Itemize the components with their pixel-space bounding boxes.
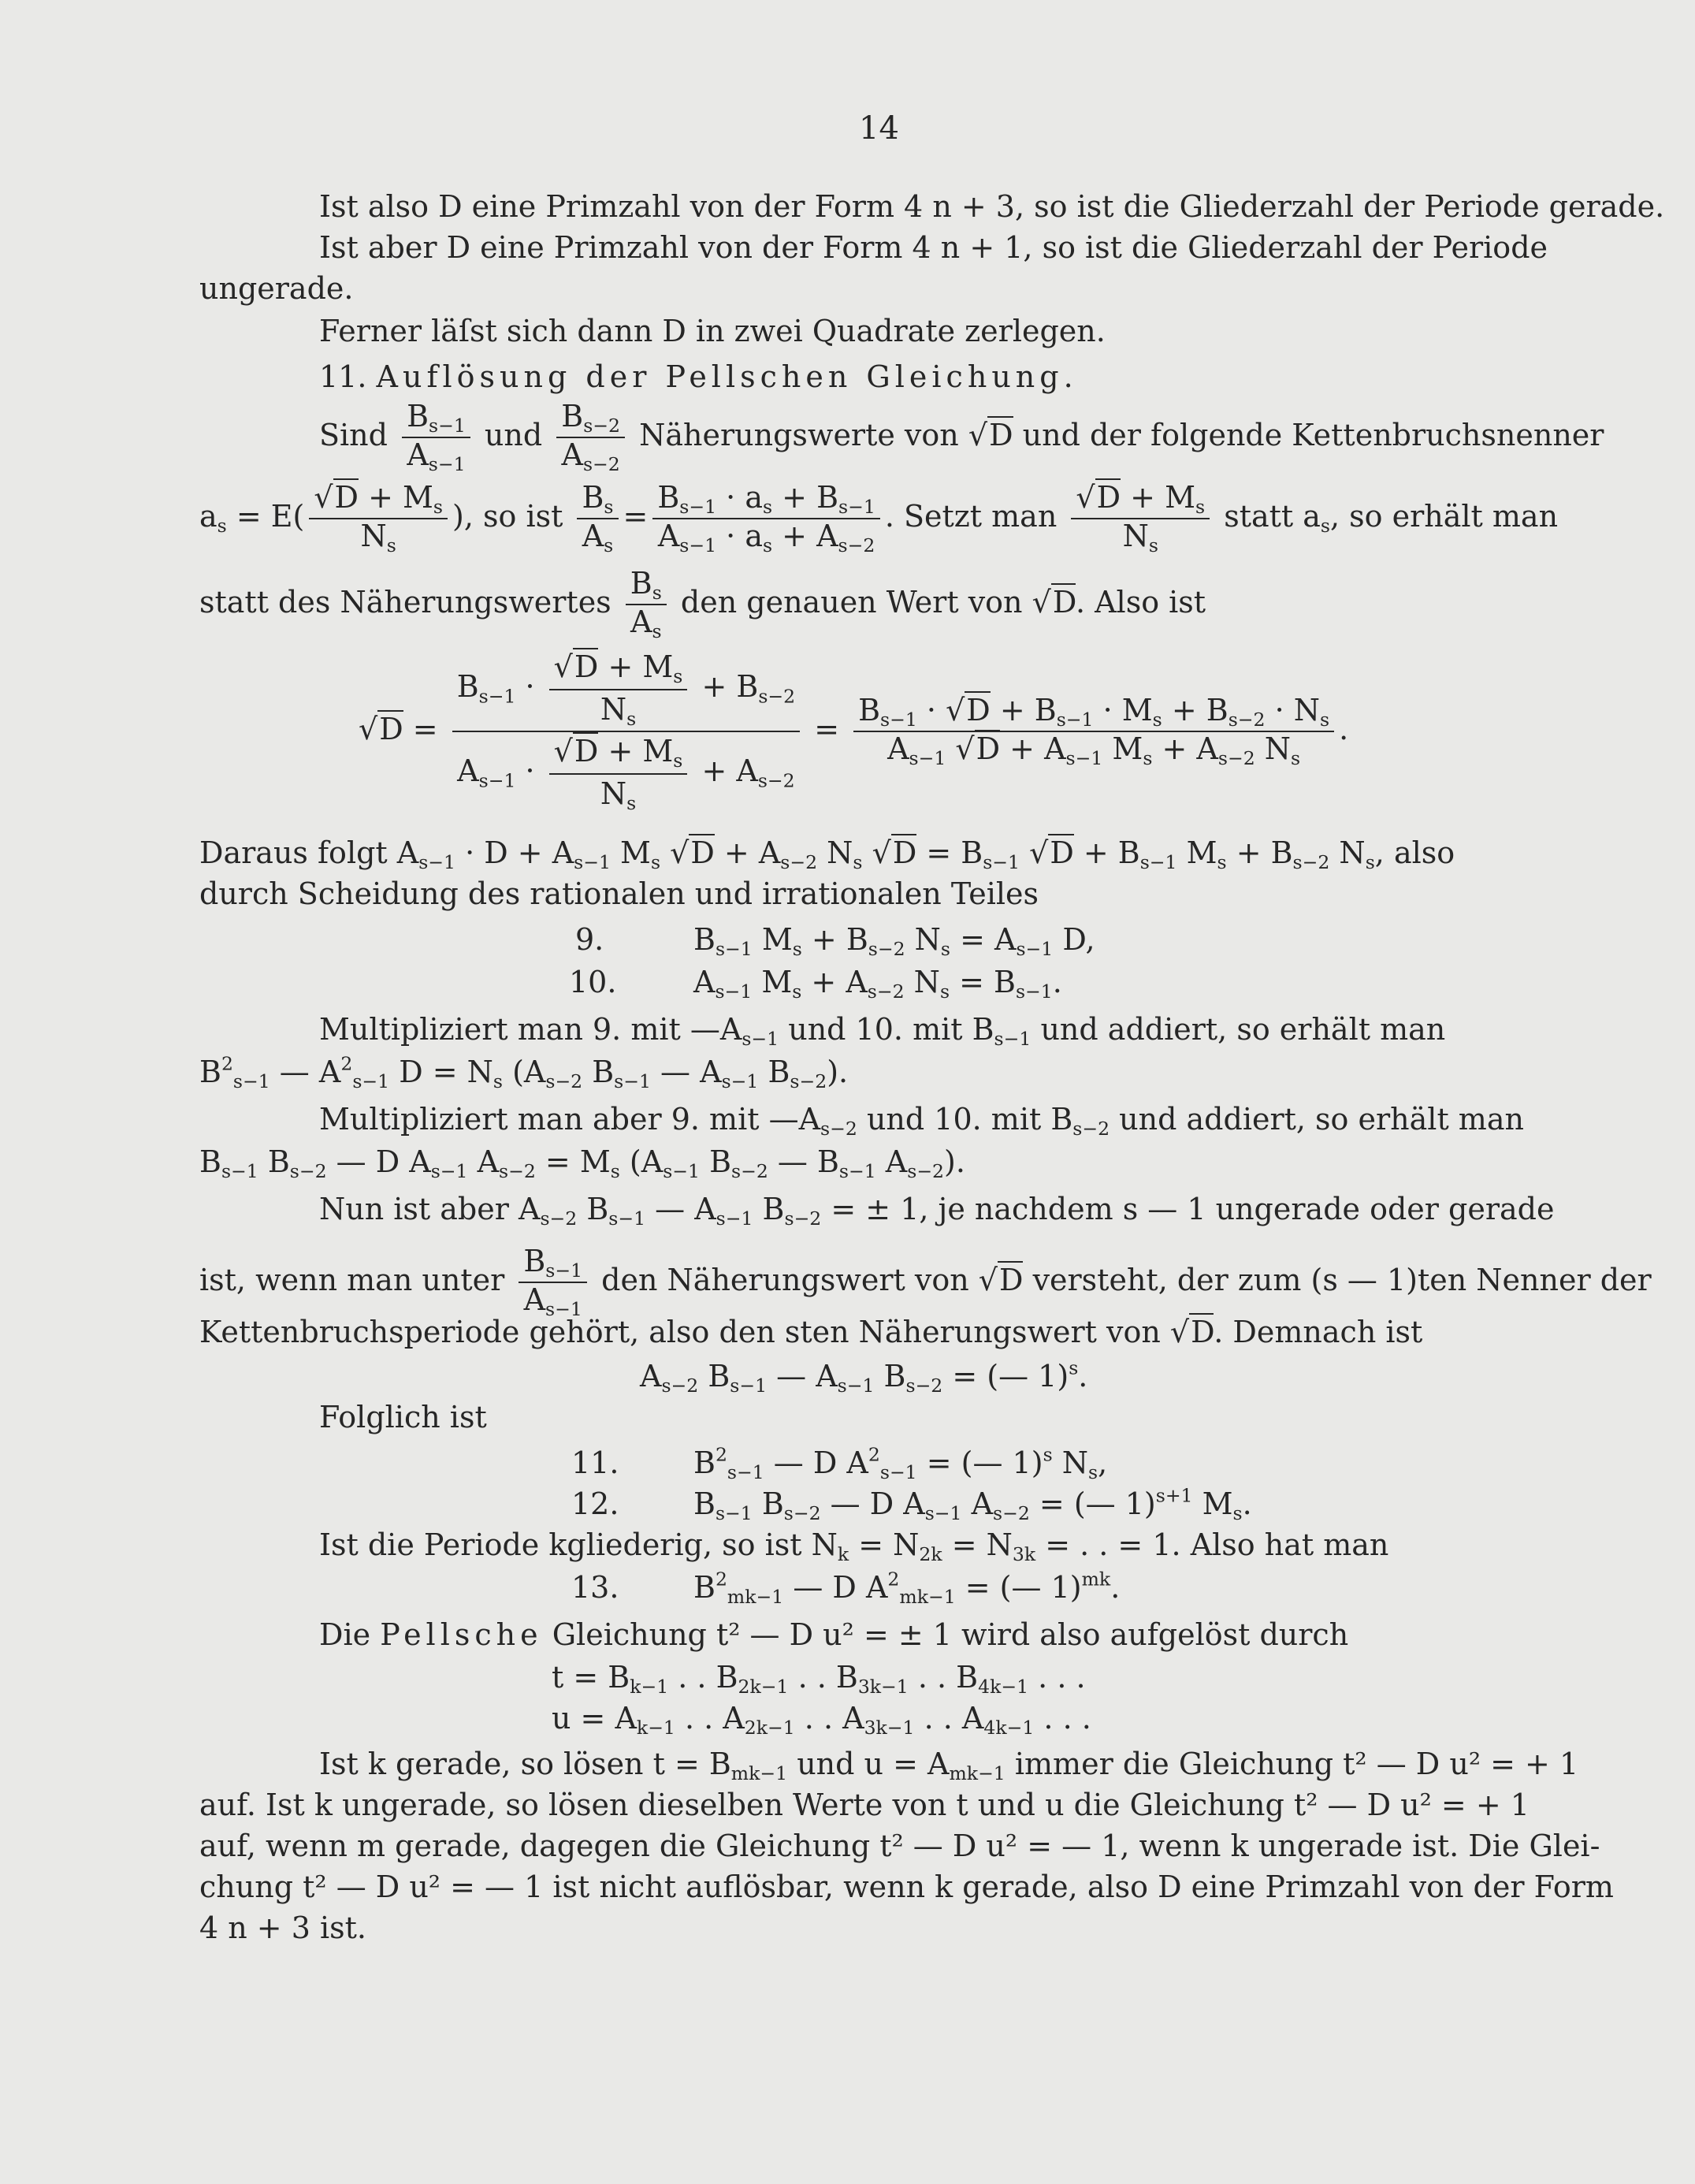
formula-line: Kettenbruchsperiode gehört, also den sten Näherungswert von √D. Demnach ist	[199, 1315, 1423, 1349]
paragraph-line: Ist also D eine Primzahl von der Form 4 n + 3, so ist die Gliederzahl der Periode gerade.	[319, 189, 1665, 224]
formula-line: Ist die Periode kgliederig, so ist $N_k = N_{2k} = N_{3k}$ = . . = 1. Also hat man	[319, 1527, 1389, 1566]
formula-line: ist, wenn man unter $\frac{B_{s-1}}{A_{s-1}}$ den Näherungswert von √D versteht, der zum (s — 1)ten Nenner der	[199, 1244, 1652, 1321]
formula-line: $t = B_{k-1}$ . . $B_{2k-1}$ . . $B_{3k-1}$ . . $B_{4k-1}$ . . .	[552, 1660, 1086, 1698]
formula-line: Sind $\frac{B_{s-1}}{A_{s-1}}$ und $\frac{B_{s-2}}{A_{s-2}}$ Näherungswerte von √D und der folgende Kettenbruchsnenner	[319, 399, 1604, 476]
formula-line: Ist k gerade, so lösen $t = B_{mk-1}$ und $u = A_{mk-1}$ immer die Gleichung t² — D u² = + 1	[319, 1747, 1579, 1785]
formula-line: statt des Näherungswertes $\frac{B_s}{A_s}$ den genauen Wert von √D. Also ist	[199, 566, 1206, 643]
paragraph-line: Ist aber D eine Primzahl von der Form 4 n + 1, so ist die Gliederzahl der Periode	[319, 230, 1548, 265]
paragraph-line: auf. Ist k ungerade, so lösen dieselben Werte von t und u die Gleichung t² — D u² = + 1	[199, 1788, 1530, 1822]
section-number: 11.	[319, 359, 367, 394]
paragraph-line: Folglich ist	[319, 1400, 487, 1434]
formula-line: $u = A_{k-1}$ . . $A_{2k-1}$ . . $A_{3k-1}$ . . $A_{4k-1}$ . . .	[552, 1701, 1091, 1739]
display-formula: √D = $B_{s-1}$ · $\frac{√D + M_s}{N_s}$ + $B_{s-2}$ $A_{s-1}$ · $\frac{√D + M_s}{N_s}$ + $A_{s-2}$ = $\frac{B_{s-1} \cdot √D + B_{s-1} \cdot M_s + B_{s-2} \cdot N_s}{A_{s-1} √D + A_{s-1} M_s + A_{s-2} N_s}$ .	[359, 649, 1349, 815]
formula-line: $B^2_{s-1}$ — $A^2_{s-1}$ $D = N_s$ ($A_{s-2}$ $B_{s-1}$ — $A_{s-1}$ $B_{s-2}$).	[199, 1052, 849, 1093]
page-number: 14	[859, 110, 899, 147]
formula-line: Nun ist aber $A_{s-2}$ $B_{s-1}$ — $A_{s-1}$ $B_{s-2}$ = ± 1, je nachdem s — 1 ungerade oder gerade	[319, 1192, 1555, 1230]
paragraph-line: auf, wenn m gerade, dagegen die Gleichung t² — D u² = — 1, wenn k ungerade ist. Die Glei-	[199, 1829, 1600, 1863]
formula-line: $B_{s-1}$ $B_{s-2}$ — D $A_{s-1}$ $A_{s-2} = M_s$ ($A_{s-1}$ $B_{s-2}$ — $B_{s-1}$ $A_{s-2}$).	[199, 1144, 965, 1183]
paragraph-line: chung t² — D u² = — 1 ist nicht auflösbar, wenn k gerade, also D eine Primzahl von der Form	[199, 1870, 1614, 1904]
paragraph-line: Ferner läſst sich dann D in zwei Quadrate zerlegen.	[319, 314, 1106, 348]
formula-line: $A_{s-2}$ $B_{s-1}$ — $A_{s-1}$ $B_{s-2}$ = (— 1)$^s$.	[640, 1356, 1088, 1397]
formula-line: Daraus folgt $A_{s-1} \cdot D + A_{s-1}$ $M_s$ $√D + A_{s-2}$ $N_s$ $√D = B_{s-1}$ $√D + B_{s-1}$ $M_s + B_{s-2}$ $N_s$, also	[199, 835, 1455, 874]
page: 14 Ist also D eine Primzahl von der Form 4 n + 3, so ist die Gliederzahl der Periode gerade. Ist aber D eine Primzahl von der Form 4 n + 1, so ist die Gliederzahl der Periode ungerade. Ferner läſst sich dann D in zwei Quadrate zerlegen. 11. Auflösung der Pellschen Gleichung. Sind $\frac{B_{s-1}}{A_{s-1}}$ und $\frac{B_{s-2}}{A_{s-2}}$ Näherungswerte von √D und der folgende Kettenbruchsnenner $a_s = E$( $\frac{√D + M_s}{N_s}$ ), so ist $\frac{B_s}{A_s}$ = $\frac{B_{s-1} \cdot a_s + B_{s-1}}{A_{s-1} \cdot a_s + A_{s-2}}$ . Setzt man $\frac{√D + M_s}{N_s}$ statt $a_s$, so erhält man statt des Näherungswertes $\frac{B_s}{A_s}$ den genauen Wert von √D. Also ist √D = $B_{s-1}$ · $\frac{√D + M_s}{N_s}$ + $B_{s-2}$ $A_{s-1}$ · $\frac{√D + M_s}{N_s}$ + $A_{s-2}$ = $\frac{B_{s-1} \cdot √D + B_{s-1} \cdot M_s + B_{s-2} \cdot N_s}{A_{s-1} √D + A_{s-1} M_s + A_{s-2} N_s}$ . Daraus folgt $A_{s-1} \cdot D + A_{s-1}$ $M_s$ $√D + A_{s-2}$ $N_s$ $√D = B_{s-1}$ $√D + B_{s-1}$ $M_s + B_{s-2}$ $N_s$, also durch Scheidung des rationalen und irrationalen Teiles 9. $B_{s-1}$ $M_s + B_{s-2}$ $N_s = A_{s-1}$ D, 10. $A_{s-1}$ $M_s + A_{s-2}$ $N_s = B_{s-1}$. Multipliziert man 9. mit $—A_{s-1}$ und 10. mit $B_{s-1}$ und addiert, so erhält man $B^2_{s-1}$ — $A^2_{s-1}$ $D = N_s$ ($A_{s-2}$ $B_{s-1}$ — $A_{s-1}$ $B_{s-2}$). Multipliziert man aber 9. mit $—A_{s-2}$ und 10. mit $B_{s-2}$ und addiert, so erhält man $B_{s-1}$ $B_{s-2}$ — D $A_{s-1}$ $A_{s-2} = M_s$ ($A_{s-1}$ $B_{s-2}$ — $B_{s-1}$ $A_{s-2}$). Nun ist aber $A_{s-2}$ $B_{s-1}$ — $A_{s-1}$ $B_{s-2}$ = ± 1, je nachdem s — 1 ungerade oder gerade ist, wenn man unter $\frac{B_{s-1}}{A_{s-1}}$ den Näherungswert von √D versteht, der zum (s — 1)ten Nenner der Kettenbruchsperiode gehört, also den sten Näherungswert von √D. Demnach ist $A_{s-2}$ $B_{s-1}$ — $A_{s-1}$ $B_{s-2}$ = (— 1)$^s$. Folglich ist 11. $B^2_{s-1}$ — D $A^2_{s-1}$ = (— 1)$^s$ $N_s$, 12. $B_{s-1}$ $B_{s-2}$ — D $A_{s-1}$ $A_{s-2}$ = (— 1)$^{s+1}$ $M_s$. Ist die Periode kgliederig, so ist $N_k = N_{2k} = N_{3k}$ = . . = 1. Also hat man 13. $B^2_{mk-1}$ — D $A^2_{mk-1}$ = (— 1)$^{mk}$. Die Pellsche Gleichung t² — D u² = ± 1 wird also aufgelöst durch $t = B_{k-1}$ . . $B_{2k-1}$ . . $B_{3k-1}$ . . $B_{4k-1}$ . . . $u = A_{k-1}$ . . $A_{2k-1}$ . . $A_{3k-1}$ . . $A_{4k-1}$ . . . Ist k gerade, so lösen $t = B_{mk-1}$ und $u = A_{mk-1}$ immer die Gleichung t² — D u² = + 1 auf. Ist k ungerade, so lösen dieselben Werte von t und u die Gleichung t² — D u² = + 1 auf, wenn m gerade, dagegen die Gleichung t² — D u² = — 1, wenn k ungerade ist. Die Glei- chung t² — D u² = — 1 ist nicht auflösbar, wenn k gerade, also D eine Primzahl von der Form 4 n + 3 ist.	[0, 0, 1695, 2184]
formula-line: Multipliziert man 9. mit $—A_{s-1}$ und 10. mit $B_{s-1}$ und addiert, so erhält man	[319, 1012, 1446, 1051]
section-title: Auflösung der Pellschen Gleichung.	[376, 359, 1078, 394]
paragraph-line: durch Scheidung des rationalen und irrationalen Teiles	[199, 876, 1039, 911]
formula-line: $a_s = E$( $\frac{√D + M_s}{N_s}$ ), so ist $\frac{B_s}{A_s}$ = $\frac{B_{s-1} \cdot a_s + B_{s-1}}{A_{s-1} \cdot a_s + A_{s-2}}$ . Setzt man $\frac{√D + M_s}{N_s}$ statt $a_s$, so erhält man	[199, 479, 1559, 556]
formula-line: Die Pellsche Gleichung t² — D u² = ± 1 wird also aufgelöst durch	[319, 1617, 1349, 1652]
section-heading	[319, 358, 1695, 396]
paragraph-line: ungerade.	[199, 271, 354, 306]
paragraph-line: 4 n + 3 ist.	[199, 1911, 366, 1945]
formula-line: Multipliziert man aber 9. mit $—A_{s-2}$ und 10. mit $B_{s-2}$ und addiert, so erhält man	[319, 1102, 1524, 1140]
